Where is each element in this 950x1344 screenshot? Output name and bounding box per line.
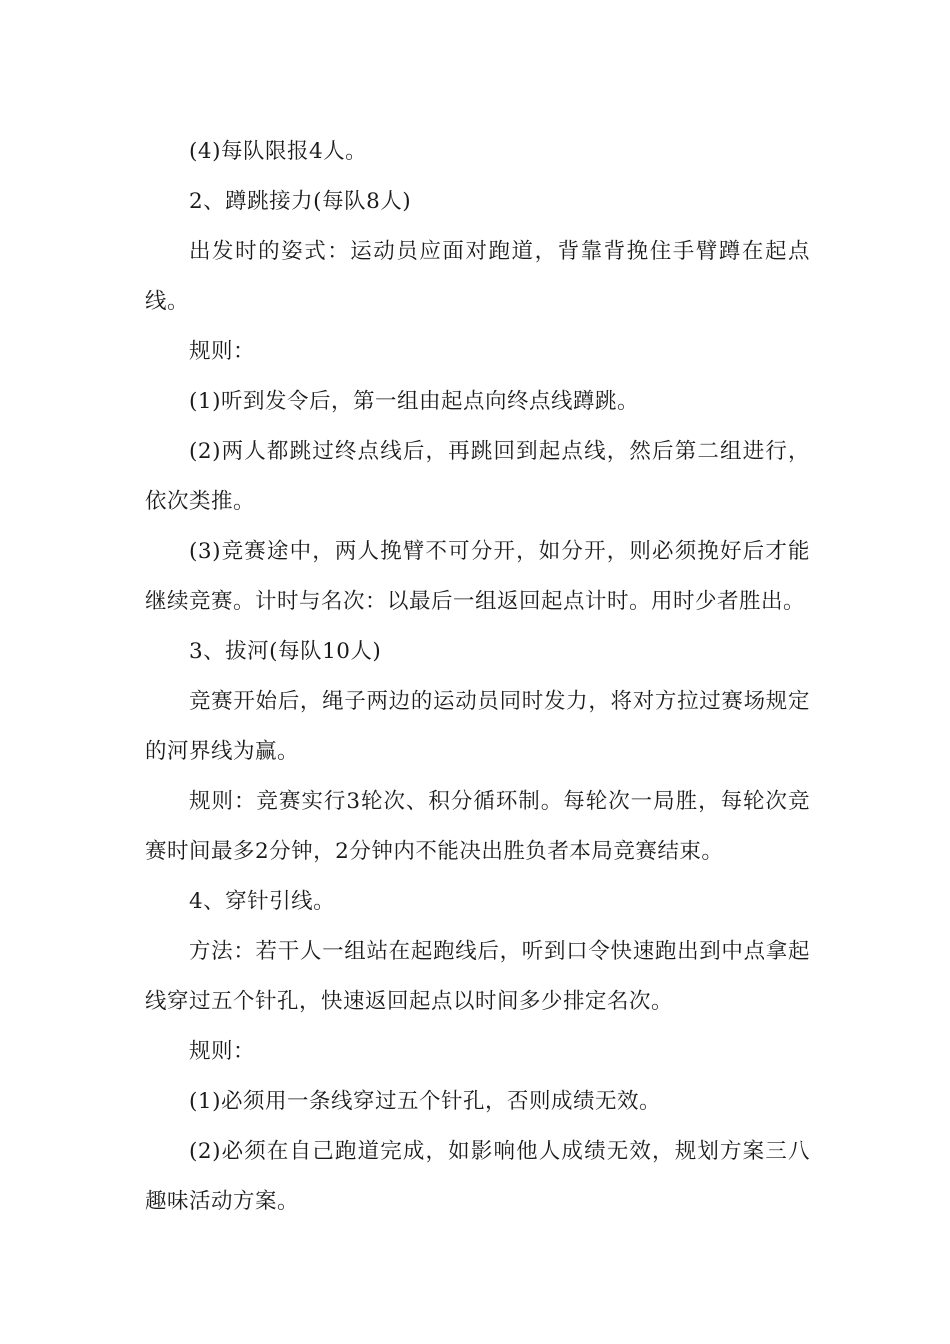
paragraph-tug-of-war-rules: 规则：竞赛实行3轮次、积分循环制。每轮次一局胜，每轮次竞赛时间最多2分钟，2分钟内不能决出胜负者本局竞赛结束。	[145, 789, 810, 864]
paragraph-start-posture: 出发时的姿式：运动员应面对跑道，背靠背挽住手臂蹲在起点线。	[145, 239, 810, 314]
paragraph-rule-3: (3)竞赛途中，两人挽臂不可分开，如分开，则必须挽好后才能继续竞赛。计时与名次：以最后一组返回起点计时。用时少者胜出。	[145, 539, 810, 614]
paragraph-rule-1: (1)听到发令后，第一组由起点向终点线蹲跳。	[189, 389, 639, 414]
paragraph-thread-rule-1: (1)必须用一条线穿过五个针孔，否则成绩无效。	[189, 1089, 661, 1114]
paragraph-thread-rule-2: (2)必须在自己跑道完成，如影响他人成绩无效，规划方案三八趣味活动方案。	[145, 1139, 810, 1214]
paragraph-rule-2: (2)两人都跳过终点线后，再跳回到起点线，然后第二组进行，依次类推。	[145, 439, 810, 514]
heading-squat-jump-relay: 2、蹲跳接力(每队8人)	[189, 189, 412, 214]
paragraph-rules-label: 规则：	[189, 339, 256, 364]
paragraph-rule-4-team-limit: (4)每队限报4人。	[189, 139, 368, 164]
paragraph-thread-needle-method: 方法：若干人一组站在起跑线后，听到口令快速跑出到中点拿起线穿过五个针孔，快速返回起点以时间多少排定名次。	[145, 939, 810, 1014]
heading-thread-needle: 4、穿针引线。	[189, 889, 336, 914]
paragraph-tug-of-war-description: 竞赛开始后，绳子两边的运动员同时发力，将对方拉过赛场规定的河界线为赢。	[145, 689, 810, 764]
heading-tug-of-war: 3、拔河(每队10人)	[189, 639, 382, 664]
paragraph-rules-label-2: 规则：	[189, 1039, 256, 1064]
